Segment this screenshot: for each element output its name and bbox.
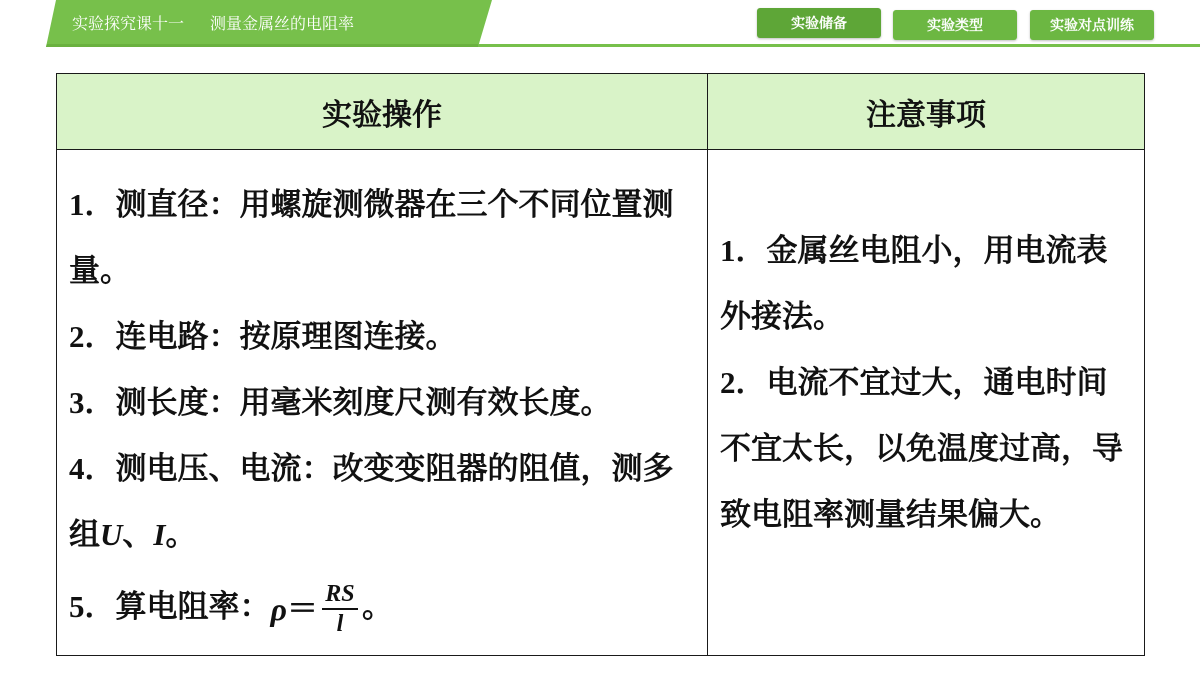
operation-item: 4．测电压、电流：改变变阻器的阻值，测多组U、I。 [69,451,674,553]
formula-numerator: RS [325,580,355,607]
nav-button-types[interactable]: 实验类型 [893,10,1017,40]
operation-item: 5．算电阻率： ρ ＝ $\frac{RS}{l}$ 。 [69,574,699,642]
topic-label: 测量金属丝的电阻率 [210,14,355,33]
operations-cell [57,150,708,656]
operation-item: 3．测长度：用毫米刻度尺测有效长度。 [69,385,612,421]
note-item: 2．电流不宜过大，通电时间不宜太长，以免温度过高，导致电阻率测量结果偏大。 [720,364,1123,533]
nav-button-training[interactable]: 实验对点训练 [1030,10,1154,40]
header-underline [478,44,1200,47]
note-item: 1．金属丝电阻小，用电流表外接法。 [720,232,1108,335]
header-notes: 注意事项 [708,74,1145,150]
formula-denominator: l [336,610,344,637]
resistivity-formula: ρ ＝ $\frac{RS}{l}$ [271,576,362,642]
notes-cell [708,150,1145,656]
course-label: 实验探究课十一 [72,14,185,33]
content-table [56,73,1145,656]
nav-button-preparation[interactable]: 实验储备 [757,8,881,38]
operation-item: 1．测直径：用螺旋测微器在三个不同位置测量。 [69,187,674,289]
lesson-title [72,12,354,36]
header-operations: 实验操作 [57,74,708,150]
operation-item: 2．连电路：按原理图连接。 [69,319,457,355]
